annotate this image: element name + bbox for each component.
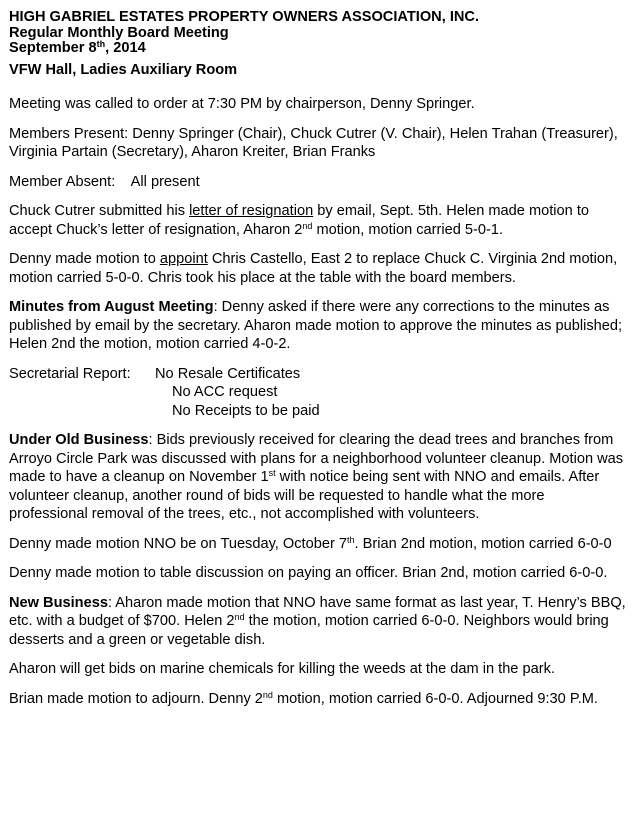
nno-motion: Denny made motion NNO be on Tuesday, October 7th. Brian 2nd motion, motion carried 6-0-0 [9,534,612,552]
new-business-paragraph: New Business: Aharon made motion that NNO have same format as last year, T. Henry’s BBQ, etc. with a budget of $700. Helen 2nd the motion, motion carried 6-0-0. Neighbors would bring desserts and a green or vegetable dish. [9,594,626,648]
bids-paragraph: Aharon will get bids on marine chemicals for killing the weeds at the dam in the park. [9,661,555,677]
appoint-link[interactable]: appoint [159,251,208,267]
minutes-heading: Minutes from August Meeting [9,299,214,315]
table-motion: Denny made motion to table discussion on paying an officer. Brian 2nd, motion carried 6-0-0. [9,565,608,581]
minutes-paragraph: Minutes from August Meeting: Denny asked if there were any corrections to the minutes as published by email by the secretary. Aharon made motion to approve the minutes as published; Helen 2nd the motion, motion carried 4-0-2. [9,299,623,352]
old-business-paragraph: Under Old Business: Bids previously received for clearing the dead trees and branches from Arroyo Circle Park was discussed with plans for a neighborhood volunteer cleanup. Motion was made to have a cleanup on November 1st with notice being sent with NNO and emails. After volunteer cleanup, another round of bids will be requested to handle what the more professional removal of the trees, etc., not accomplished with volunteers. [9,432,624,522]
old-business-heading: Under Old Business [9,432,149,448]
secretarial-label: Secretarial Report: [9,365,131,382]
resignation-link[interactable]: letter of resignation [189,203,314,219]
appointment-paragraph: Denny made motion to appoint Chris Castello, East 2 to replace Chuck C. Virginia 2nd motion, motion carried 5-0-0. Chris took his place at the table with the board members. [9,251,618,286]
org-title: HIGH GABRIEL ESTATES PROPERTY OWNERS ASSOCIATION, INC. [9,9,480,25]
meeting-venue: VFW Hall, Ladies Auxiliary Room [9,61,238,78]
resignation-paragraph: Chuck Cutrer submitted his letter of resignation by email, Sept. 5th. Helen made motion to accept Chuck’s letter of resignation, Aharon 2nd motion, motion carried 5-0-1. [9,203,589,238]
secretarial-item: No Resale Certificates [155,365,301,382]
secretarial-item: No ACC request [172,384,278,400]
call-to-order: Meeting was called to order at 7:30 PM by chairperson, Denny Springer. [9,96,475,112]
secretarial-report [9,365,626,421]
members-present: Members Present: Denny Springer (Chair), Chuck Cutrer (V. Chair), Helen Trahan (Treasurer), Virginia Partain (Secretary), Aharon Kreiter, Brian Franks [9,125,618,160]
meeting-title: Regular Monthly Board Meeting [9,24,229,41]
meeting-date: September 8th, 2014 [9,39,146,56]
adjourn-paragraph: Brian made motion to adjourn. Denny 2nd motion, motion carried 6-0-0. Adjourned 9:30 P.M. [9,689,598,707]
new-business-heading: New Business [9,594,108,611]
secretarial-item: No Receipts to be paid [172,402,320,419]
member-absent: Member Absent: All present [9,173,200,190]
